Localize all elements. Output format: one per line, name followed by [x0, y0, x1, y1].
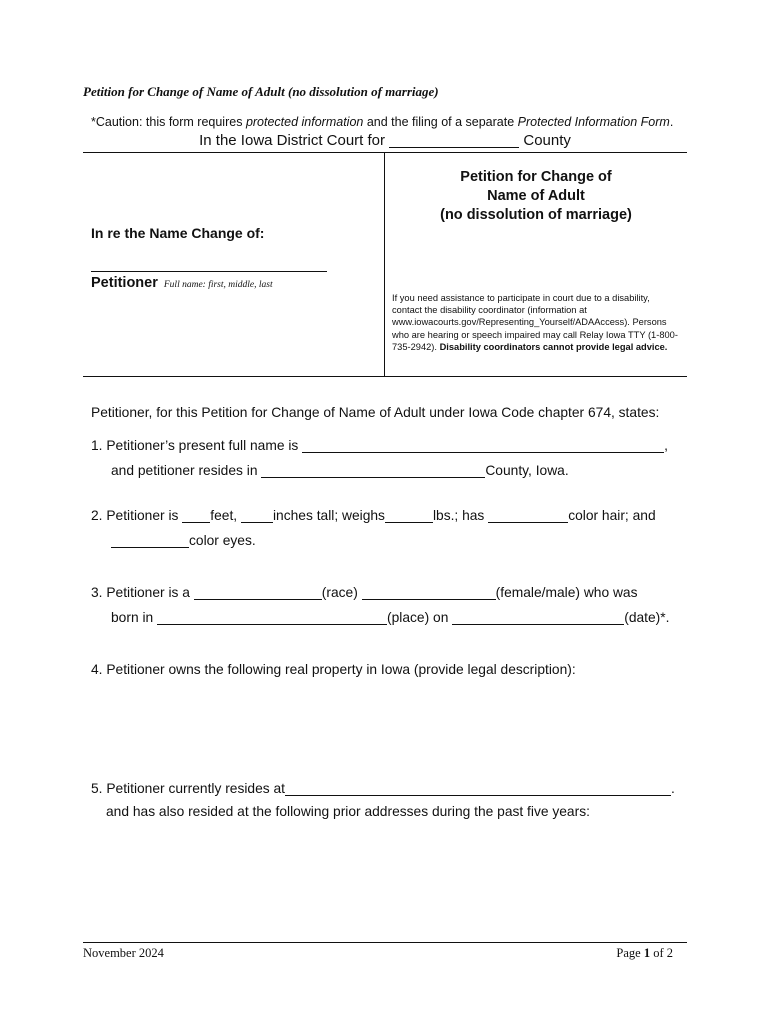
caution-italic-protected-info: protected information [245, 115, 364, 129]
footer-date: November 2024 [83, 946, 164, 960]
page-prefix: Page [616, 946, 644, 960]
prior-addresses-area[interactable] [91, 826, 687, 936]
caption-top-rule [83, 152, 687, 153]
born-in-label: born in [111, 610, 154, 625]
item-5-line-2: and has also resided at the following prior addresses during the past five years: [106, 804, 590, 819]
item-5-line-1 [91, 781, 675, 796]
ada-notice-text: If you need assistance to participate in court due to a disability, contact the disability coordinator (information at www.iowacourts.gov/Representing_Yourself/ADAAccess). Persons who are hearing or speech impaired may call Relay Iowa TTY (1-800-735-2942). [392, 293, 678, 352]
court-prefix: In the Iowa District Court for [199, 132, 390, 149]
resides-in-label: and petitioner resides in [111, 463, 258, 478]
place-on-label: (place) on [387, 610, 449, 625]
court-suffix: County [519, 132, 571, 149]
item-2-line-1 [91, 508, 656, 523]
ada-notice-bold: Disability coordinators cannot provide legal advice. [439, 341, 668, 352]
date-label: (date)*. [624, 610, 670, 625]
page-number [616, 946, 673, 961]
item-3-line-1 [91, 585, 638, 600]
item-5-period: . [671, 781, 675, 796]
height-inches-field[interactable] [241, 508, 273, 523]
caution-italic-form: Protected Information Form [517, 115, 670, 129]
birth-date-field[interactable] [452, 610, 624, 625]
page-of: of [650, 946, 667, 960]
intro-statement: Petitioner, for this Petition for Change of Name of Adult under Iowa Code chapter 674, states: [91, 405, 660, 420]
item-1-comma: , [664, 438, 669, 453]
ada-notice [392, 292, 680, 353]
caution-middle: and the filing of a separate [363, 115, 518, 129]
petition-title-line3: (no dissolution of marriage) [440, 207, 632, 223]
weight-field[interactable] [385, 508, 433, 523]
lbs-has-label: lbs.; has [432, 508, 485, 523]
page-total: 2 [666, 946, 673, 960]
petitioner-label: Petitioner [91, 275, 158, 291]
caution-prefix: *Caution: this form requires [91, 115, 246, 129]
race-label: (race) [321, 585, 358, 600]
hair-color-field[interactable] [488, 508, 568, 523]
feet-label: feet, [210, 508, 238, 523]
current-address-field[interactable] [285, 781, 671, 796]
petitioner-label-row [91, 275, 273, 291]
height-feet-field[interactable] [182, 508, 210, 523]
inches-weighs-label: inches tall; weighs [272, 508, 385, 523]
item-1-line-1 [91, 438, 668, 453]
item-2-line-2 [111, 533, 256, 548]
item-4-statement: 4. Petitioner owns the following real property in Iowa (provide legal description): [91, 662, 576, 677]
residence-county-field[interactable] [261, 463, 485, 478]
footer-rule [83, 942, 687, 943]
petition-title-line2: Name of Adult [487, 188, 585, 204]
item-1-label: 1. Petitioner’s present full name is [91, 438, 299, 453]
form-title: Petition for Change of Name of Adult (no dissolution of marriage) [83, 84, 439, 99]
hair-color-label: color hair; and [568, 508, 656, 523]
petitioner-name-field[interactable] [91, 271, 327, 272]
real-property-area[interactable] [91, 684, 687, 774]
item-2-label: 2. Petitioner is [91, 508, 179, 523]
race-field[interactable] [194, 585, 322, 600]
item-5-label: 5. Petitioner currently resides at [91, 781, 286, 796]
in-re-label: In re the Name Change of: [91, 225, 265, 241]
caption-bottom-rule [83, 376, 687, 377]
sex-field[interactable] [362, 585, 496, 600]
item-1-line-2 [111, 463, 569, 478]
eye-color-label: color eyes. [189, 533, 256, 548]
full-name-field[interactable] [302, 438, 664, 453]
caution-end: . [669, 115, 674, 129]
court-heading [83, 132, 687, 149]
eye-color-field[interactable] [111, 533, 189, 548]
item-3-line-2 [111, 610, 669, 625]
petition-title-line1: Petition for Change of [460, 169, 612, 185]
page-current: 1 [643, 946, 651, 960]
county-iowa-label: County, Iowa. [485, 463, 569, 478]
petition-title [385, 168, 687, 225]
item-3-label: 3. Petitioner is a [91, 585, 190, 600]
birth-place-field[interactable] [157, 610, 387, 625]
petitioner-hint: Full name: first, middle, last [163, 280, 273, 290]
caution-notice [91, 115, 673, 129]
sex-label: (female/male) who was [495, 585, 638, 600]
county-field[interactable] [389, 133, 519, 148]
